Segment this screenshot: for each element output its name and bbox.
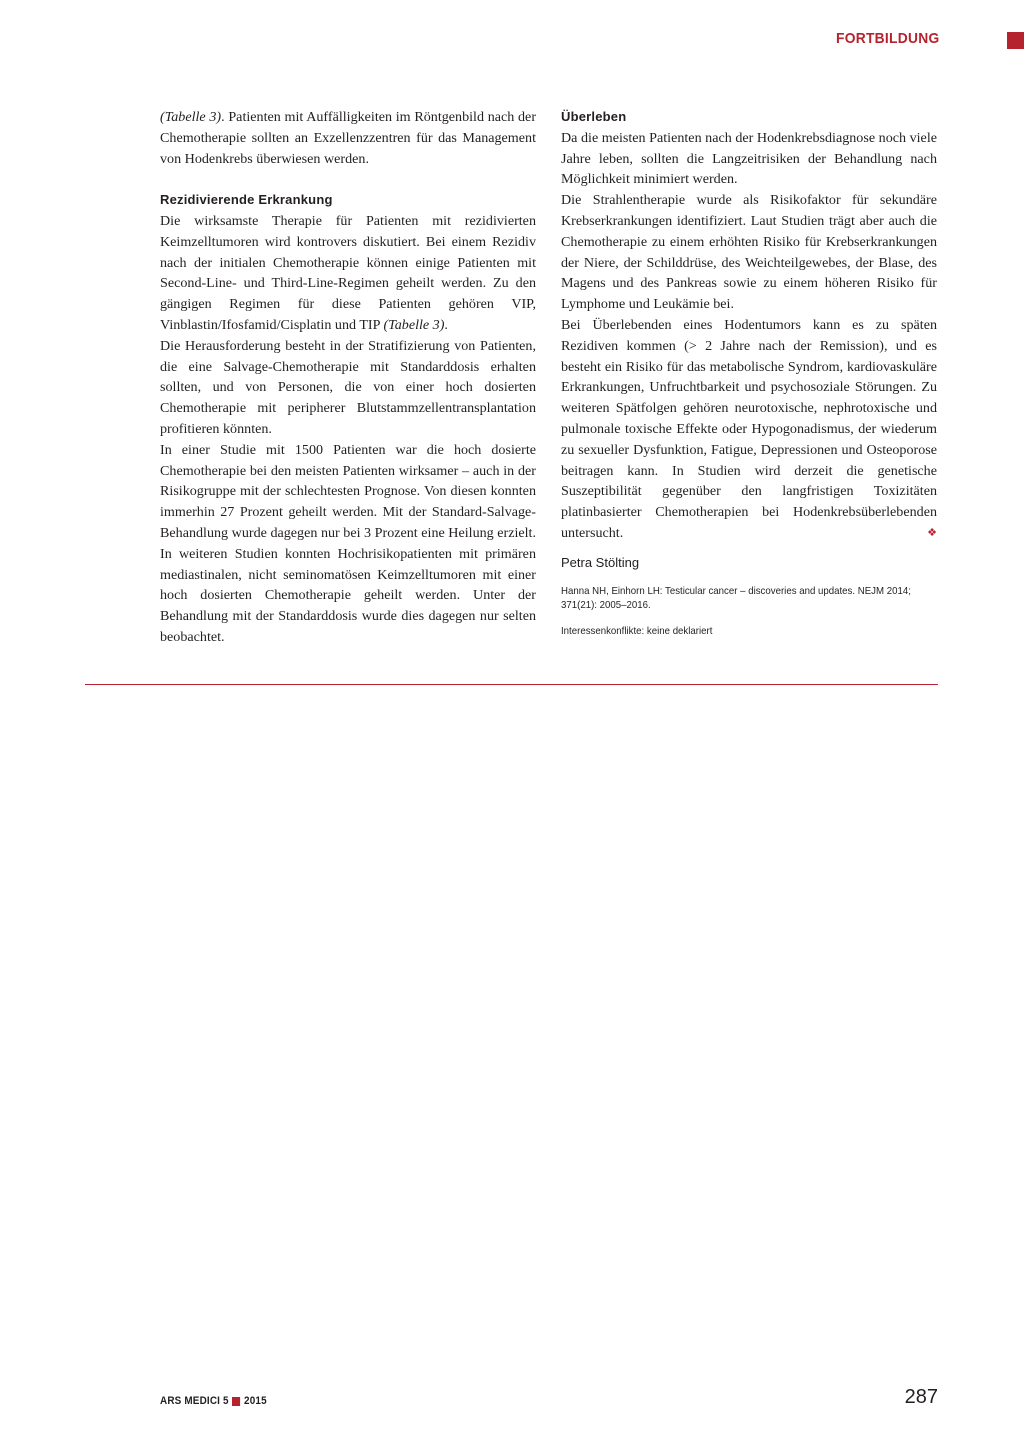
intro-text: . Patienten mit Auffälligkeiten im Röntgenbild nach der Chemotherapie sollten an Exzellenzzentren für das Management von Hodenkrebs überwiesen werden. [160,109,537,167]
page-number: 287 [904,1386,938,1408]
journal-footer [160,1395,267,1407]
table-reference: (Tabelle 3) [383,316,445,333]
footer-marker-square [232,1397,240,1406]
paragraph-end: . [444,316,448,333]
right-column [561,107,937,638]
section-label: FORTBILDUNG [835,30,939,47]
horizontal-divider [85,684,938,685]
paragraph: Die Herausforderung besteht in der Stratifizierung von Patienten, die eine Salvage-Chemotherapie mit Standarddosis erhalten sollten, und von Personen, die von einer hoch dosierten Chemotherapie mit peripherer Blutstammzellentransplantation profitieren könnten. [160,337,536,437]
end-of-article-icon: ❖ [927,526,937,539]
journal-issue: ARS MEDICI 5 [160,1395,229,1407]
paragraph-text: Bei Überlebenden eines Hodentumors kann es zu späten Rezidiven kommen (> 2 Jahre nach der Remission), und es besteht ein Risiko für das metabolische Syndrom, kardiovaskuläre Erkrankungen, Unfruchtbarkeit und psychosoziale Störungen. Zu weiteren Spätfolgen gehören neurotoxische, nephrotoxische und pulmonale toxische Effekte oder Hypogonadismus, der wiederum zu sexueller Dysfunktion, Fatigue, Depressionen und Osteoporose beitragen kann. In Studien wird derzeit die genetische Suszeptibilität gegenüber den langfristigen Toxizitäten platinbasierter Chemotherapien bei Hodenkrebsüberlebenden untersucht. [561,316,937,541]
paragraph [160,211,536,336]
paragraph: Da die meisten Patienten nach der Hodenkrebsdiagnose noch viele Jahre leben, sollten die Langzeitrisiken der Behandlung nach Möglichkeit minimiert werden. [561,129,937,188]
paragraph: Die Strahlentherapie wurde als Risikofaktor für sekundäre Krebserkrankungen identifiziert. Laut Studien trägt aber auch die Chemotherapie zu einem erhöhten Risiko für Krebserkrankungen der Niere, der Schilddrüse, des Weichteilgewebes, der Blase, des Magens und des Pankreas sowie zu einem höheren Risiko für Lymphome und Leukämie bei. [561,192,937,313]
paragraph-text: Die wirksamste Therapie für Patienten mit rezidivierten Keimzelltumoren wird kontrovers diskutiert. Bei einem Rezidiv nach der initialen Chemotherapie können einige Patienten mit Second-Line- und Third-Line-Regimen geheilt werden. Zu den gängigen Regimen für diese Patienten gehören VIP, Vinblastin/Ifosfamid/Cisplatin und TIP [160,212,536,333]
paragraph [561,315,937,544]
left-column [160,107,536,648]
reference-citation: Hanna NH, Einhorn LH: Testicular cancer – discoveries and updates. NEJM 2014; 371(21): 2005–2016. [561,584,911,611]
section-marker-square [1007,32,1024,49]
table-reference: (Tabelle 3) [160,109,222,125]
intro-paragraph [160,107,536,169]
conflict-of-interest-note: Interessenkonflikte: keine deklariert [561,624,713,637]
section-heading-survival: Überleben [561,109,627,124]
journal-year: 2015 [244,1395,267,1407]
section-heading-recurrence: Rezidivierende Erkrankung [160,192,333,208]
paragraph: In einer Studie mit 1500 Patienten war die hoch dosierte Chemotherapie bei den meisten Patienten wirksamer – auch in der Risikogruppe mit der schlechtesten Prognose. Von diesen konnten immerhin 27 Prozent geheilt werden. Mit der Standard-Salvage-Behandlung wurde dagegen nur bei 3 Prozent eine Heilung erzielt. In weiteren Studien konnten Hochrisikopatienten mit primären mediastinalen, nicht seminomatösen Keimzelltumoren mit einer hoch dosierten Chemotherapie geheilt werden. Unter der Behandlung mit der Standarddosis wurde dies dagegen nur selten beobachtet. [160,441,536,645]
author-name: Petra Stölting [561,554,640,570]
